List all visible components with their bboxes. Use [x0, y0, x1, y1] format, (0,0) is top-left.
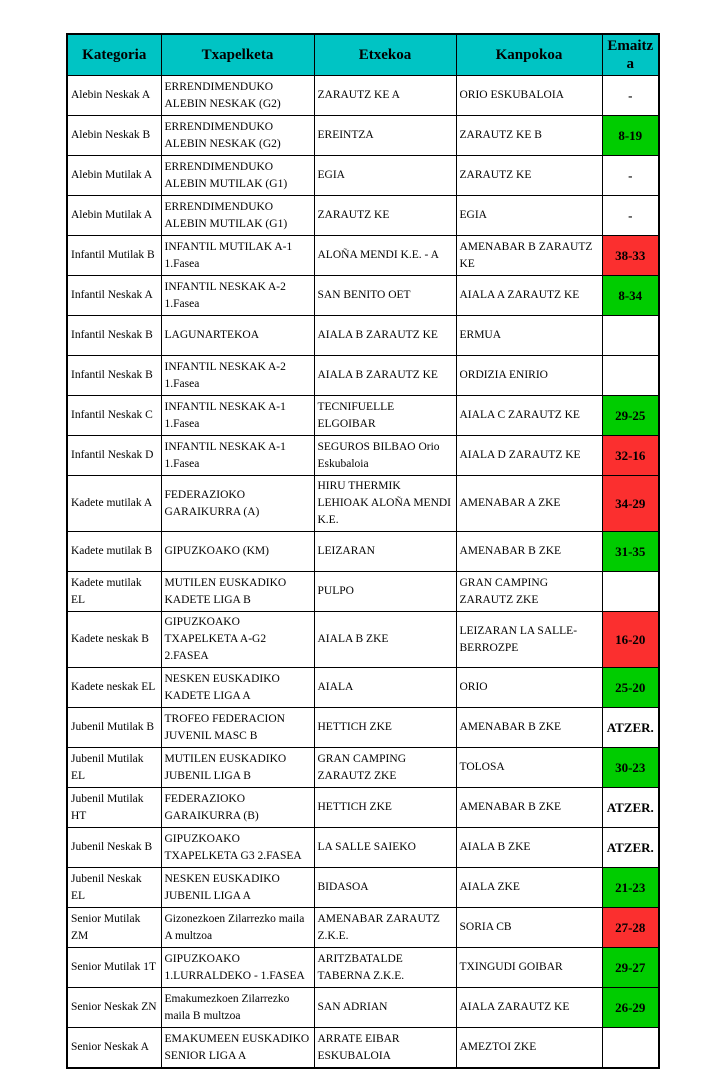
table-row [67, 748, 659, 788]
cell-etxekoa: ARRATE EIBAR ESKUBALOIA [314, 1028, 456, 1069]
cell-emaitza: 16-20 [602, 612, 659, 668]
cell-emaitza [602, 316, 659, 356]
table-header [67, 34, 659, 76]
cell-kanpokoa: ZARAUTZ KE [456, 156, 602, 196]
header-emaitza: Emaitza [602, 34, 659, 76]
cell-kategoria: Senior Mutilak 1T [67, 948, 161, 988]
cell-kanpokoa: AMENABAR B ZKE [456, 788, 602, 828]
cell-emaitza [602, 1028, 659, 1069]
cell-kategoria: Alebin Neskak A [67, 76, 161, 116]
table-row [67, 868, 659, 908]
header-kanpokoa: Kanpokoa [456, 34, 602, 76]
cell-emaitza: 38-33 [602, 236, 659, 276]
cell-kanpokoa: AMENABAR B ZARAUTZ KE [456, 236, 602, 276]
cell-txapelketa: GIPUZKOAKO TXAPELKETA A-G2 2.FASEA [161, 612, 314, 668]
cell-txapelketa: LAGUNARTEKOA [161, 316, 314, 356]
header-row [67, 34, 659, 76]
cell-emaitza: 25-20 [602, 668, 659, 708]
cell-txapelketa: GIPUZKOAKO 1.LURRALDEKO - 1.FASEA [161, 948, 314, 988]
cell-kanpokoa: AMEZTOI ZKE [456, 1028, 602, 1069]
cell-kategoria: Kadete mutilak EL [67, 572, 161, 612]
cell-etxekoa: LA SALLE SAIEKO [314, 828, 456, 868]
cell-txapelketa: TROFEO FEDERACION JUVENIL MASC B [161, 708, 314, 748]
cell-txapelketa: ERRENDIMENDUKO ALEBIN NESKAK (G2) [161, 116, 314, 156]
table-row [67, 828, 659, 868]
cell-kategoria: Kadete neskak EL [67, 668, 161, 708]
cell-txapelketa: EMAKUMEEN EUSKADIKO SENIOR LIGA A [161, 1028, 314, 1069]
cell-etxekoa: AMENABAR ZARAUTZ Z.K.E. [314, 908, 456, 948]
table-row [67, 76, 659, 116]
cell-etxekoa: HETTICH ZKE [314, 788, 456, 828]
cell-txapelketa: FEDERAZIOKO GARAIKURRA (B) [161, 788, 314, 828]
table-row [67, 532, 659, 572]
cell-kanpokoa: AIALA B ZKE [456, 828, 602, 868]
cell-emaitza: 8-34 [602, 276, 659, 316]
table-row [67, 116, 659, 156]
cell-etxekoa: ARITZBATALDE TABERNA Z.K.E. [314, 948, 456, 988]
cell-etxekoa: SAN ADRIAN [314, 988, 456, 1028]
cell-emaitza: 34-29 [602, 476, 659, 532]
cell-kategoria: Infantil Mutilak B [67, 236, 161, 276]
cell-kategoria: Kadete mutilak B [67, 532, 161, 572]
cell-kategoria: Alebin Mutilak A [67, 196, 161, 236]
cell-emaitza: - [602, 76, 659, 116]
cell-kategoria: Alebin Neskak B [67, 116, 161, 156]
cell-txapelketa: INFANTIL MUTILAK A-1 1.Fasea [161, 236, 314, 276]
cell-kategoria: Jubenil Neskak B [67, 828, 161, 868]
cell-txapelketa: NESKEN EUSKADIKO JUBENIL LIGA A [161, 868, 314, 908]
table-row [67, 612, 659, 668]
cell-kategoria: Infantil Neskak C [67, 396, 161, 436]
cell-txapelketa: Emakumezkoen Zilarrezko maila B multzoa [161, 988, 314, 1028]
cell-txapelketa: INFANTIL NESKAK A-2 1.Fasea [161, 276, 314, 316]
cell-emaitza: 8-19 [602, 116, 659, 156]
cell-kanpokoa: AIALA ZARAUTZ KE [456, 988, 602, 1028]
cell-emaitza: 21-23 [602, 868, 659, 908]
cell-kanpokoa: AMENABAR B ZKE [456, 708, 602, 748]
cell-kategoria: Infantil Neskak B [67, 356, 161, 396]
cell-kanpokoa: TXINGUDI GOIBAR [456, 948, 602, 988]
cell-emaitza: ATZER. [602, 708, 659, 748]
cell-kategoria: Jubenil Neskak EL [67, 868, 161, 908]
cell-kanpokoa: AIALA D ZARAUTZ KE [456, 436, 602, 476]
cell-kategoria: Infantil Neskak D [67, 436, 161, 476]
cell-kanpokoa: ZARAUTZ KE B [456, 116, 602, 156]
cell-etxekoa: PULPO [314, 572, 456, 612]
cell-kategoria: Senior Mutilak ZM [67, 908, 161, 948]
cell-emaitza: 30-23 [602, 748, 659, 788]
cell-etxekoa: AIALA [314, 668, 456, 708]
cell-kategoria: Kadete mutilak A [67, 476, 161, 532]
cell-etxekoa: AIALA B ZKE [314, 612, 456, 668]
cell-etxekoa: AIALA B ZARAUTZ KE [314, 356, 456, 396]
cell-etxekoa: ZARAUTZ KE A [314, 76, 456, 116]
cell-emaitza: - [602, 156, 659, 196]
cell-kategoria: Senior Neskak A [67, 1028, 161, 1069]
table-row [67, 156, 659, 196]
table-row [67, 988, 659, 1028]
cell-txapelketa: INFANTIL NESKAK A-1 1.Fasea [161, 396, 314, 436]
table-row [67, 396, 659, 436]
cell-kategoria: Jubenil Mutilak B [67, 708, 161, 748]
cell-txapelketa: NESKEN EUSKADIKO KADETE LIGA A [161, 668, 314, 708]
cell-emaitza: ATZER. [602, 828, 659, 868]
cell-emaitza: 29-27 [602, 948, 659, 988]
table-row [67, 436, 659, 476]
cell-txapelketa: INFANTIL NESKAK A-1 1.Fasea [161, 436, 314, 476]
cell-emaitza: 29-25 [602, 396, 659, 436]
cell-kanpokoa: ORDIZIA ENIRIO [456, 356, 602, 396]
cell-emaitza [602, 572, 659, 612]
table-row [67, 356, 659, 396]
cell-kategoria: Jubenil Mutilak EL [67, 748, 161, 788]
cell-emaitza: 32-16 [602, 436, 659, 476]
cell-kanpokoa: GRAN CAMPING ZARAUTZ ZKE [456, 572, 602, 612]
cell-kanpokoa: AMENABAR B ZKE [456, 532, 602, 572]
cell-etxekoa: HIRU THERMIK LEHIOAK ALOÑA MENDI K.E. [314, 476, 456, 532]
header-kategoria: Kategoria [67, 34, 161, 76]
cell-kanpokoa: AIALA A ZARAUTZ KE [456, 276, 602, 316]
table-row [67, 948, 659, 988]
cell-emaitza: 31-35 [602, 532, 659, 572]
cell-txapelketa: INFANTIL NESKAK A-2 1.Fasea [161, 356, 314, 396]
header-etxekoa: Etxekoa [314, 34, 456, 76]
cell-kanpokoa: SORIA CB [456, 908, 602, 948]
cell-kanpokoa: ORIO [456, 668, 602, 708]
results-table [66, 33, 660, 1069]
cell-etxekoa: AIALA B ZARAUTZ KE [314, 316, 456, 356]
table-row [67, 708, 659, 748]
cell-txapelketa: ERRENDIMENDUKO ALEBIN NESKAK (G2) [161, 76, 314, 116]
table-row [67, 476, 659, 532]
table-row [67, 572, 659, 612]
cell-kategoria: Alebin Mutilak A [67, 156, 161, 196]
cell-kanpokoa: AIALA C ZARAUTZ KE [456, 396, 602, 436]
cell-emaitza: 26-29 [602, 988, 659, 1028]
table-row [67, 276, 659, 316]
cell-etxekoa: BIDASOA [314, 868, 456, 908]
cell-kanpokoa: EGIA [456, 196, 602, 236]
cell-emaitza: - [602, 196, 659, 236]
cell-kanpokoa: LEIZARAN LA SALLE-BERROZPE [456, 612, 602, 668]
cell-txapelketa: Gizonezkoen Zilarrezko maila A multzoa [161, 908, 314, 948]
cell-txapelketa: FEDERAZIOKO GARAIKURRA (A) [161, 476, 314, 532]
cell-kanpokoa: TOLOSA [456, 748, 602, 788]
cell-txapelketa: MUTILEN EUSKADIKO JUBENIL LIGA B [161, 748, 314, 788]
cell-kategoria: Senior Neskak ZN [67, 988, 161, 1028]
cell-emaitza: 27-28 [602, 908, 659, 948]
cell-kanpokoa: ERMUA [456, 316, 602, 356]
table-row [67, 316, 659, 356]
cell-etxekoa: GRAN CAMPING ZARAUTZ ZKE [314, 748, 456, 788]
cell-kanpokoa: AMENABAR A ZKE [456, 476, 602, 532]
cell-etxekoa: ZARAUTZ KE [314, 196, 456, 236]
table-row [67, 196, 659, 236]
cell-txapelketa: MUTILEN EUSKADIKO KADETE LIGA B [161, 572, 314, 612]
cell-emaitza [602, 356, 659, 396]
cell-kategoria: Infantil Neskak A [67, 276, 161, 316]
table-row [67, 236, 659, 276]
cell-etxekoa: SAN BENITO OET [314, 276, 456, 316]
table-row [67, 668, 659, 708]
cell-etxekoa: ALOÑA MENDI K.E. - A [314, 236, 456, 276]
cell-kategoria: Jubenil Mutilak HT [67, 788, 161, 828]
header-txapelketa: Txapelketa [161, 34, 314, 76]
table-row [67, 908, 659, 948]
cell-etxekoa: EGIA [314, 156, 456, 196]
cell-txapelketa: GIPUZKOAKO (KM) [161, 532, 314, 572]
cell-txapelketa: ERRENDIMENDUKO ALEBIN MUTILAK (G1) [161, 156, 314, 196]
cell-etxekoa: LEIZARAN [314, 532, 456, 572]
cell-etxekoa: SEGUROS BILBAO Orio Eskubaloia [314, 436, 456, 476]
cell-txapelketa: GIPUZKOAKO TXAPELKETA G3 2.FASEA [161, 828, 314, 868]
cell-etxekoa: HETTICH ZKE [314, 708, 456, 748]
table-row [67, 788, 659, 828]
cell-kategoria: Kadete neskak B [67, 612, 161, 668]
cell-emaitza: ATZER. [602, 788, 659, 828]
table-row [67, 1028, 659, 1069]
cell-kategoria: Infantil Neskak B [67, 316, 161, 356]
cell-kanpokoa: AIALA ZKE [456, 868, 602, 908]
cell-kanpokoa: ORIO ESKUBALOIA [456, 76, 602, 116]
cell-etxekoa: EREINTZA [314, 116, 456, 156]
table-body [67, 76, 659, 1069]
cell-etxekoa: TECNIFUELLE ELGOIBAR [314, 396, 456, 436]
cell-txapelketa: ERRENDIMENDUKO ALEBIN MUTILAK (G1) [161, 196, 314, 236]
